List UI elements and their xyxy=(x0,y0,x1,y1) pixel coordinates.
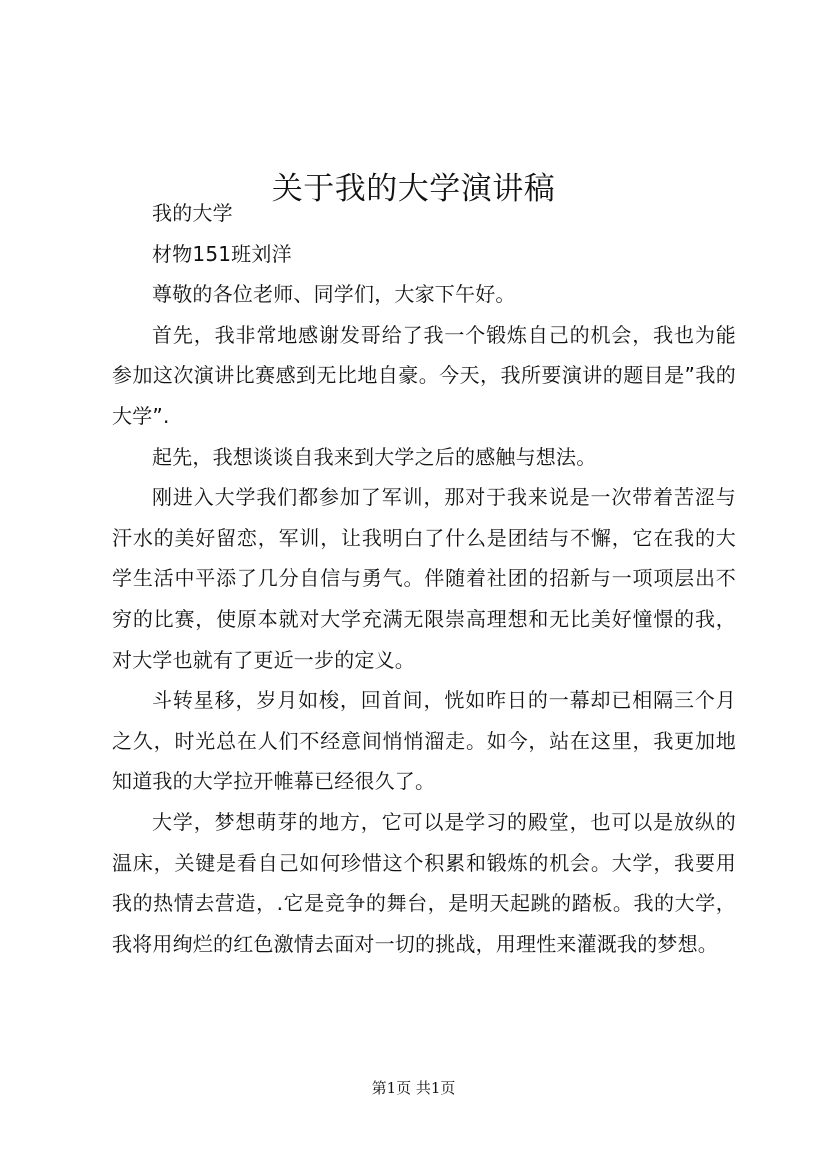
paragraph-intro: 首先，我非常地感谢发哥给了我一个锻炼自己的机会，我也为能参加这次演讲比赛感到无比地自豪。今天，我所要演讲的题目是”我的大学”. xyxy=(112,322,736,428)
paragraph-military-training: 刚进入大学我们都参加了军训，那对于我来说是一次带着苦涩与汗水的美好留恋，军训，让我明白了什么是团结与不懈，它在我的大学生活中平添了几分自信与勇气。伴随着社团的招新与一项项层出不穷的比赛，使原本就对大学充满无限崇高理想和无比美好憧憬的我，对大学也就有了更近一步的定义。 xyxy=(112,485,736,672)
document-title: 关于我的大学演讲稿 xyxy=(271,170,556,207)
paragraph-author: 材物151班刘洋 xyxy=(152,241,292,266)
paragraph-time-passing: 斗转星移，岁月如梭，回首间，恍如昨日的一幕却已相隔三个月之久，时光总在人们不经意间悄悄溜走。如今，站在这里，我更加地知道我的大学拉开帷幕已经很久了。 xyxy=(112,688,736,794)
paragraph-subtitle: 我的大学 xyxy=(152,201,233,225)
document-body xyxy=(112,193,736,964)
paragraph-greeting: 尊敬的各位老师、同学们，大家下午好。 xyxy=(152,282,516,307)
page-footer: 第1页 共1页 xyxy=(371,1079,456,1097)
paragraph-conclusion: 大学，梦想萌芽的地方，它可以是学习的殿堂，也可以是放纵的温床，关键是看自己如何珍惜这个积累和锻炼的机会。大学，我要用我的热情去营造，.它是竞争的舞台，是明天起跳的踏板。我的大学，我将用绚烂的红色激情去面对一切的挑战，用理性来灌溉我的梦想。 xyxy=(112,809,736,956)
paragraph-opening: 起先，我想谈谈自我来到大学之后的感触与想法。 xyxy=(152,444,597,469)
